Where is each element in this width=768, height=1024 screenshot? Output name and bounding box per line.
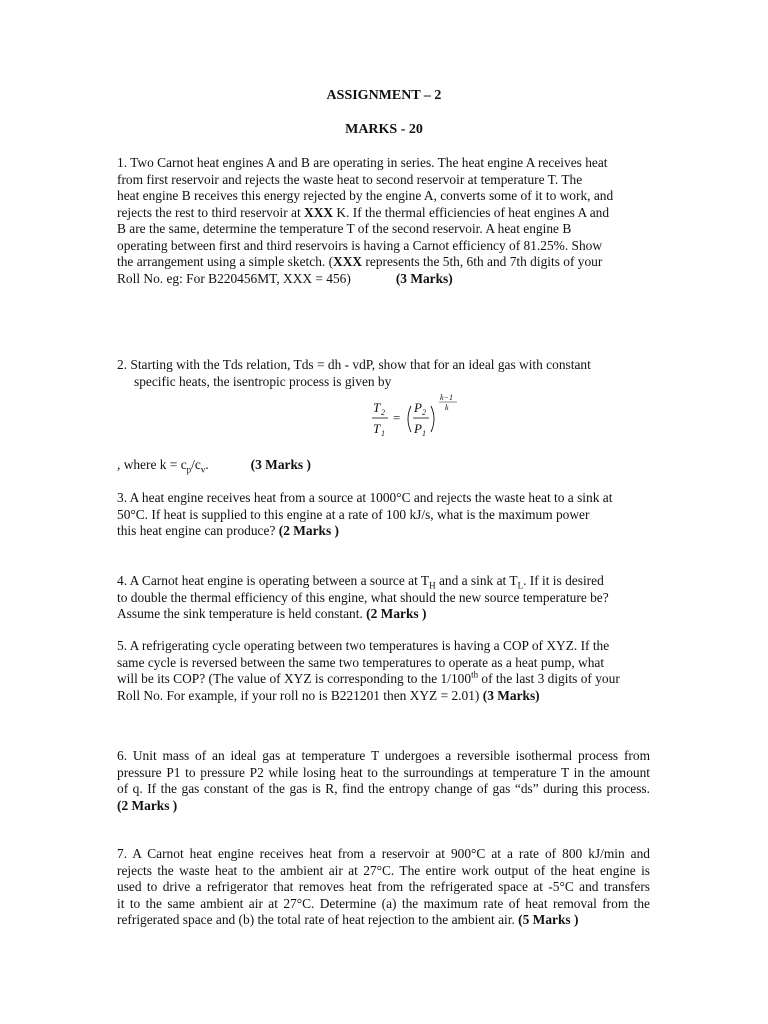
question-7-line: used to drive a refrigerator that removes heat from the refrigerated space at -5°C and transfers <box>117 879 650 894</box>
question-6-line <box>117 798 650 815</box>
question-6-line: of q. If the gas constant of the gas is R, find the entropy change of gas “ds” during this process. <box>117 781 650 796</box>
isentropic-relation-formula <box>372 392 472 442</box>
question-3 <box>117 490 650 540</box>
question-2-line: 2. Starting with the Tds relation, Tds = dh - vdP, show that for an ideal gas with constant <box>117 357 591 372</box>
question-1-line: 1. Two Carnot heat engines A and B are operating in series. The heat engine A receives heat <box>117 155 608 170</box>
formula-t2-sub: 2 <box>381 408 385 417</box>
question-2 <box>117 357 650 390</box>
formula-p1-sub: 1 <box>422 429 426 438</box>
question-2-marks: (3 Marks ) <box>250 457 311 472</box>
question-4-line: 4. A Carnot heat engine is operating between a source at $T_H$ and a sink at $T_L$. If it is desired <box>117 573 604 591</box>
question-5-marks: (3 Marks) <box>482 687 540 703</box>
question-1 <box>117 155 650 287</box>
question-1-line: B are the same, determine the temperature T of the second reservoir. A heat engine B <box>117 221 572 236</box>
question-7-line: 7. A Carnot heat engine receives heat from a reservoir at 900°C at a rate of 800 kJ/min and <box>117 846 650 861</box>
formula-exponent-denominator: k <box>445 403 449 412</box>
question-4-line: Assume the sink temperature is held constant. (2 Marks ) <box>117 606 427 621</box>
question-3-line: this heat engine can produce? (2 Marks ) <box>117 523 339 538</box>
question-6-marks: (2 Marks ) <box>117 797 178 813</box>
question-1-line: heat engine B receives this energy rejected by the engine A, converts some of it to work, and <box>117 188 614 203</box>
question-5 <box>117 638 650 704</box>
question-3-line: 50°C. If heat is supplied to this engine at a rate of 100 kJ/s, what is the maximum power <box>117 506 590 522</box>
question-1-line: rejects the rest to third reservoir at XXX K. If the thermal efficiencies of heat engines A and <box>117 204 610 220</box>
formula-t1-sub: 1 <box>381 429 385 438</box>
question-1-line: from first reservoir and rejects the waste heat to second reservoir at temperature T. The <box>117 171 583 187</box>
question-5-line: same cycle is reversed between the same two temperatures to operate as a heat pump, what <box>117 654 605 670</box>
question-3-line: 3. A heat engine receives heat from a source at 1000°C and rejects the waste heat to a sink at <box>117 490 613 505</box>
question-6 <box>117 748 650 814</box>
question-2-line: , where $k = c_p/c_v$. (3 Marks ) <box>117 457 311 475</box>
question-7 <box>117 846 650 929</box>
question-5-line: 5. A refrigerating cycle operating between two temperatures is having a COP of XYZ. If the <box>117 638 610 653</box>
question-6-line: pressure P1 to pressure P2 while losing heat to the surroundings at temperature T in the amount <box>117 764 650 780</box>
question-5-line: will be its COP? (The value of XYZ is corresponding to the 1/100th of the last 3 digits of your <box>117 669 620 686</box>
question-3-marks: (2 Marks ) <box>278 523 339 538</box>
question-1-marks: (3 Marks) <box>395 270 453 286</box>
question-2-line: specific heats, the isentropic process is given by <box>134 373 392 389</box>
formula-p2-sub: 2 <box>422 408 426 417</box>
question-2-where <box>117 457 650 474</box>
formula-exponent-numerator: k−1 <box>440 393 453 402</box>
formula-t1: T <box>373 421 381 436</box>
question-5-line: Roll No. For example, if your roll no is B221201 then XYZ = 2.01) (3 Marks) <box>117 687 540 703</box>
roll-digits-placeholder: XXX <box>333 254 363 269</box>
formula-p1: P <box>414 421 422 436</box>
question-1-line: Roll No. eg: For B220456MT, XXX = 456) (3 Marks) <box>117 270 453 286</box>
formula-t2: T <box>373 400 381 415</box>
question-7-marks: (5 Marks ) <box>518 912 579 927</box>
roll-digits-placeholder: XXX <box>304 204 334 220</box>
question-7-line: it to the same ambient air at 27°C. Determine (a) the maximum rate of heat removal from the <box>117 895 650 911</box>
question-1-line: operating between first and third reservoirs is having a Carnot efficiency of 81.25%. Show <box>117 237 603 253</box>
question-4-line: to double the thermal efficiency of this engine, what should the new source temperature be? <box>117 589 609 605</box>
formula-p2: P <box>414 400 422 415</box>
formula-equals: = <box>393 410 401 425</box>
question-1-line: the arrangement using a simple sketch. (XXX represents the 5th, 6th and 7th digits of your <box>117 254 603 269</box>
question-4-marks: (2 Marks ) <box>366 606 427 621</box>
total-marks: MARKS - 20 <box>345 122 423 137</box>
question-7-line: rejects the waste heat to the ambient air at 27°C. The entire work output of the heat engine is <box>117 862 650 878</box>
question-6-line: 6. Unit mass of an ideal gas at temperature T undergoes a reversible isothermal process from <box>117 748 650 763</box>
assignment-title: ASSIGNMENT – 2 <box>326 88 442 103</box>
question-4 <box>117 573 650 623</box>
question-7-line: refrigerated space and (b) the total rate of heat rejection to the ambient air. (5 Marks ) <box>117 912 579 927</box>
